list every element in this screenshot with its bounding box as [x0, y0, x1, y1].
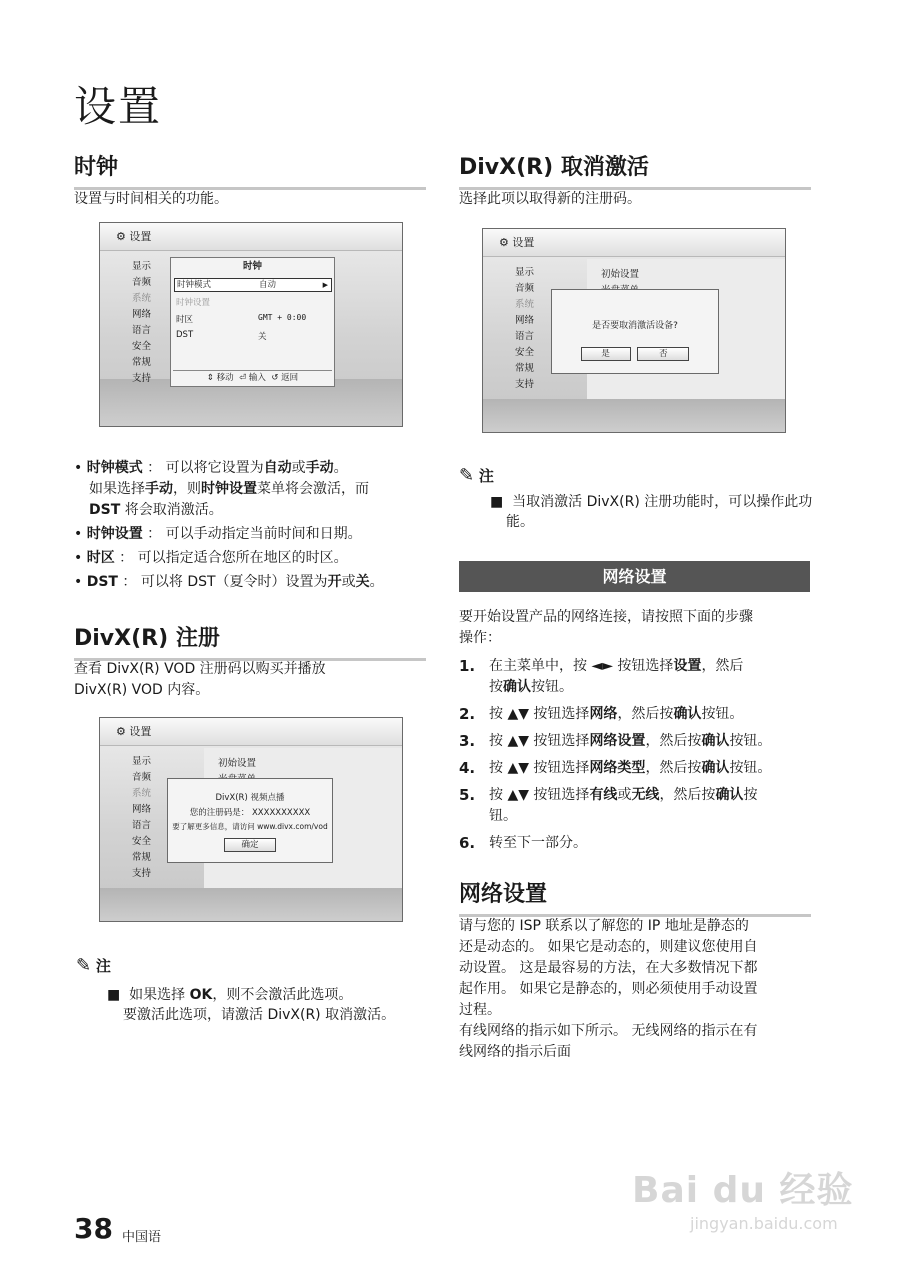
divx-deregister-desc: 选择此项以取得新的注册码。 [459, 191, 641, 207]
network-steps: 1. 在主菜单中，按 ◄► 按钮选择设置，然后 按确认按钮。 2. 按 ▲▼ 按钮选择网络，然后按确认按钮。 3. 按 ▲▼ 按钮选择网络设置，然后按确认按钮。 4. 按 ▲▼ 按钮选择网络类型，然后按确认按钮。 5. 按 ▲▼ 按钮选择有线或无线，然后按确认按 钮。 6. 转至下一部分。 [459, 656, 819, 854]
menu-item[interactable]: 显示 [132, 756, 152, 767]
divx-register-dialog [167, 778, 333, 863]
menu-item[interactable]: 音频 [132, 277, 152, 288]
no-button[interactable]: 否 [637, 347, 689, 361]
divx-register-desc-1: 查看 DivX(R) VOD 注册码以购买并播放 [74, 661, 326, 677]
pencil-icon: ✎ [459, 465, 475, 486]
dialog-info: 要了解更多信息，请访问 www.divx.com/vod [172, 822, 328, 831]
clock-screen [99, 222, 403, 427]
list-item: • 时区 ： 可以指定适合您所在地区的时区。 [74, 550, 348, 566]
list-item: 5. 按 ▲▼ 按钮选择有线或无线，然后按确认按 [459, 786, 758, 804]
divx-deregister-menu [515, 265, 534, 393]
divx-register-menu [132, 754, 151, 882]
network-intro-line: 要开始设置产品的网络连接，请按照下面的步骤 [459, 609, 753, 625]
menu-item[interactable]: 常规 [132, 357, 152, 368]
note-line: ■ 如果选择 OK，则不会激活此选项。 [107, 987, 353, 1003]
menu-item[interactable]: 网络 [515, 315, 535, 326]
menu-item[interactable]: 显示 [515, 267, 535, 278]
menu-item[interactable]: 安全 [515, 347, 535, 358]
menu-item[interactable]: 音频 [132, 772, 152, 783]
page-number: 38 [74, 1212, 113, 1245]
row-clock-mode[interactable]: 时钟模式 自动 ▶ [174, 278, 332, 292]
updown-icon: ⇕ [206, 373, 214, 383]
note-heading: ✎ 注 [76, 955, 111, 976]
gear-icon: ⚙ [116, 725, 126, 738]
enter-icon: ⏎ [239, 373, 247, 383]
watermark-logo: Bai du 经验 [632, 1170, 854, 1211]
panel-title: 时钟 [242, 261, 262, 272]
divx-deregister-dialog [551, 289, 719, 374]
menu-item[interactable]: 网络 [132, 309, 152, 320]
note-line: 能。 [506, 514, 534, 530]
dialog-code: 您的注册码是： XXXXXXXXXX [189, 808, 311, 818]
watermark-url: jingyan.baidu.com [690, 1214, 838, 1233]
menu-item[interactable]: 系统 [515, 299, 535, 310]
note-heading: ✎ 注 [459, 465, 494, 486]
menu-item[interactable]: 支持 [515, 379, 535, 390]
note-line: 要激活此选项，请激活 DivX(R) 取消激活。 [123, 1007, 396, 1023]
list-item: 1. 在主菜单中，按 ◄► 按钮选择设置，然后 [459, 657, 744, 675]
menu-item[interactable]: 支持 [132, 373, 152, 384]
menu-item[interactable]: 常规 [515, 363, 535, 374]
page-title: 设置 [74, 82, 163, 131]
list-item: 3. 按 ▲▼ 按钮选择网络设置，然后按确认按钮。 [459, 732, 772, 750]
panel-item[interactable]: 初始设置 [218, 758, 257, 769]
menu-item[interactable]: 安全 [132, 836, 152, 847]
menu-item[interactable]: 语言 [132, 820, 152, 831]
screen-title: 设置 [129, 230, 152, 243]
network-heading: 网络设置 [459, 877, 811, 917]
row-clock-setting[interactable]: 时钟设置 [176, 298, 211, 308]
menu-item[interactable]: 网络 [132, 804, 152, 815]
menu-item[interactable]: 支持 [132, 868, 152, 879]
network-settings-bar: 网络设置 [459, 561, 810, 592]
screen-footer: ⇕ 移动 ⏎ 输入 ↺ 返回 [173, 370, 332, 385]
network-intro-line: 操作： [459, 630, 501, 646]
screen-header [100, 223, 402, 251]
list-item: • 时钟设置 ： 可以手动指定当前时间和日期。 [74, 526, 362, 542]
divx-register-screen [99, 717, 403, 922]
divx-deregister-heading: DivX(R) 取消激活 [459, 150, 811, 190]
divx-deregister-screen [482, 228, 786, 433]
clock-bullets: • 时钟模式 ： 可以将它设置为自动或手动。 如果选择手动，则时钟设置菜单将会激活，而 DST 将会取消激活。 • 时钟设置 ： 可以手动指定当前时间和日期。 • 时区 ： 可以指定适合您所在地区的时区。 • DST ： 可以将 DST（夏令时）设置为开或关。 [74, 458, 434, 593]
row-dst[interactable]: DST 关 [176, 330, 267, 342]
screen-title: 设置 [512, 236, 535, 249]
list-item: 6. 转至下一部分。 [459, 834, 587, 852]
panel-item[interactable]: 初始设置 [601, 269, 640, 280]
pencil-icon: ✎ [76, 955, 92, 976]
yes-button[interactable]: 是 [581, 347, 631, 361]
row-timezone[interactable]: 时区 GMT + 0:00 [176, 313, 307, 325]
clock-desc: 设置与时间相关的功能。 [74, 191, 228, 207]
gear-icon: ⚙ [499, 236, 509, 249]
menu-item[interactable]: 语言 [132, 325, 152, 336]
screen-title: 设置 [129, 725, 152, 738]
chevron-right-icon: ▶ [322, 281, 328, 289]
ok-button[interactable]: 确定 [224, 838, 276, 852]
list-item: 4. 按 ▲▼ 按钮选择网络类型，然后按确认按钮。 [459, 759, 772, 777]
clock-heading: 时钟 [74, 150, 426, 190]
menu-item[interactable]: 安全 [132, 341, 152, 352]
divx-register-desc-2: DivX(R) VOD 内容。 [74, 682, 210, 698]
gear-icon: ⚙ [116, 230, 126, 243]
menu-item[interactable]: 系统 [132, 293, 152, 304]
menu-item[interactable]: 音频 [515, 283, 535, 294]
network-body: 请与您的 ISP 联系以了解您的 IP 地址是静态的 还是动态的。 如果它是动态的，则建议您使用自 动设置。 这是最容易的方法，在大多数情况下都 起作用。 如果它是静态的，则必须使用手动设置 过程。 有线网络的指示如下所示。 无线网络的指示在有 线网络的指示后面 [459, 918, 758, 1060]
menu-item[interactable]: 显示 [132, 261, 152, 272]
menu-item[interactable]: 系统 [132, 788, 152, 799]
note-line: ■ 当取消激活 DivX(R) 注册功能时，可以操作此功 [490, 494, 813, 510]
clock-screen-menu [132, 259, 151, 387]
menu-item[interactable]: 语言 [515, 331, 535, 342]
dialog-question: 是否要取消激活设备? [592, 321, 678, 331]
list-item: • DST ： 可以将 DST（夏令时）设置为开或关。 [74, 574, 384, 590]
list-item: • 时钟模式 ： 可以将它设置为自动或手动。 [74, 460, 348, 476]
dialog-title: DivX(R) 视频点播 [215, 793, 285, 803]
return-icon: ↺ [271, 373, 279, 383]
list-item: 2. 按 ▲▼ 按钮选择网络，然后按确认按钮。 [459, 705, 744, 723]
divx-register-heading: DivX(R) 注册 [74, 621, 426, 661]
page-language: 中国语 [122, 1230, 162, 1245]
clock-panel [170, 257, 335, 387]
menu-item[interactable]: 常规 [132, 852, 152, 863]
